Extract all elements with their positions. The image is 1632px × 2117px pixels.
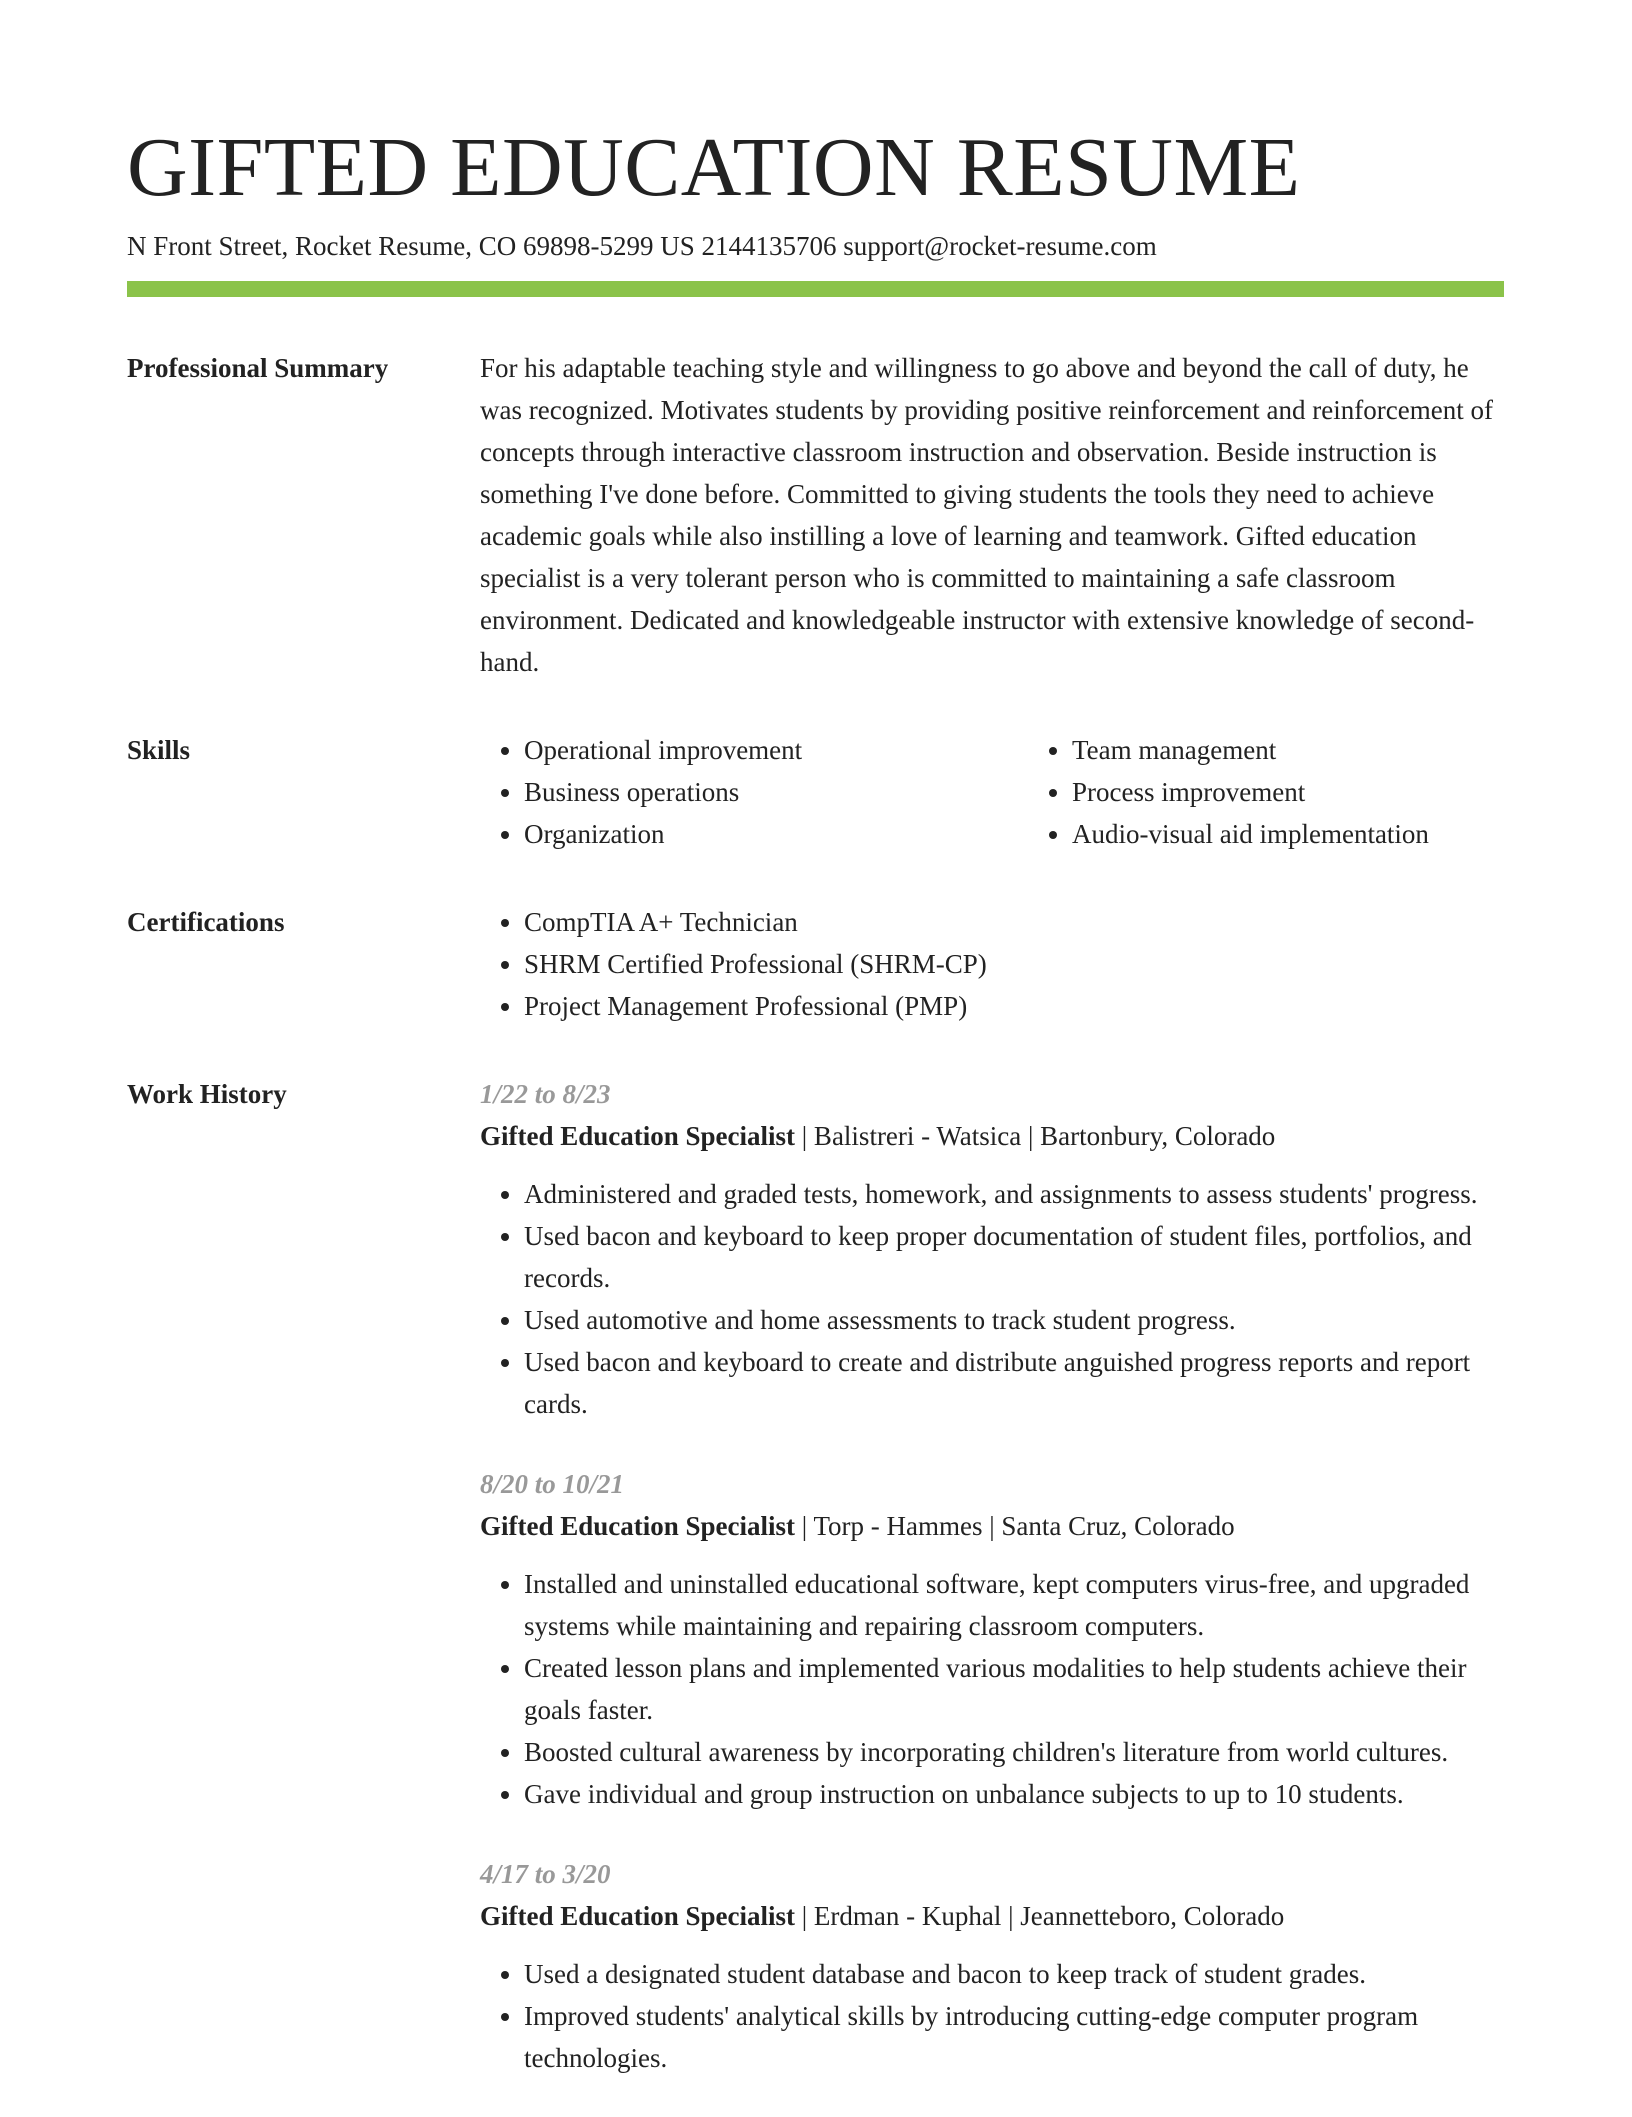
job-role: Gifted Education Specialist: [480, 1511, 796, 1541]
certifications-section: [127, 901, 1504, 1027]
job-bullet: • Gave individual and group instruction on unbalance subjects to up to 10 students.: [524, 1773, 1504, 1815]
professional-summary-section: [127, 347, 1504, 683]
section-title: Professional Summary: [127, 353, 389, 383]
job-details: | Balistreri - Watsica | Bartonbury, Colorado: [795, 1121, 1276, 1151]
work-history-section: [127, 1073, 1504, 2117]
certifications-list: [480, 901, 1504, 1027]
summary-text: For his adaptable teaching style and willingness to go above and beyond the call of duty, he was recognized. Motivates students by providing positive reinforcement and reinforcement of concepts through interactive classroom instruction and observation. Beside instruction is something I've done before. Committed to giving students the tools they need to achieve academic goals while also instilling a love of learning and teamwork. Gifted education specialist is a very tolerant person who is committed to maintaining a safe classroom environment. Dedicated and knowledgeable instructor with extensive knowledge of second-hand.: [480, 353, 1493, 677]
skills-grid: [480, 729, 1576, 855]
job-dates: 1/22 to 8/23: [480, 1079, 611, 1109]
job-heading: [480, 1895, 1504, 1937]
job-bullet: • Used automotive and home assessments to track student progress.: [524, 1299, 1504, 1341]
job-bullet: • Boosted cultural awareness by incorporating children's literature from world cultures.: [524, 1731, 1504, 1773]
resume-page: [127, 120, 1504, 2117]
job-bullet: • Used a designated student database and bacon to keep track of student grades.: [524, 1953, 1504, 1995]
job-entry: [480, 1853, 1504, 2079]
section-title: Certifications: [127, 907, 285, 937]
skill-item: • Audio-visual aid implementation: [1072, 813, 1576, 855]
job-bullets: [480, 1563, 1504, 1815]
job-details: | Torp - Hammes | Santa Cruz, Colorado: [795, 1511, 1235, 1541]
certification-item: • Project Management Professional (PMP): [524, 985, 1504, 1027]
job-bullet: • Improved students' analytical skills by introducing cutting-edge computer program technologies.: [524, 1995, 1504, 2079]
skill-item: • Organization: [524, 813, 1028, 855]
job-bullet: • Installed and uninstalled educational software, kept computers virus-free, and upgraded systems while maintaining and repairing classroom computers.: [524, 1563, 1504, 1647]
job-bullet: • Created lesson plans and implemented various modalities to help students achieve their goals faster.: [524, 1647, 1504, 1731]
job-entry: [480, 1463, 1504, 1815]
skill-item: • Team management: [1072, 729, 1576, 771]
job-heading: [480, 1115, 1504, 1157]
job-heading: [480, 1505, 1504, 1547]
job-dates: 8/20 to 10/21: [480, 1469, 625, 1499]
job-bullets: [480, 1173, 1504, 1425]
contact-line: N Front Street, Rocket Resume, CO 69898-5299 US 2144135706 support@rocket-resume.com: [127, 231, 1157, 261]
skill-item: • Operational improvement: [524, 729, 1028, 771]
job-bullet: • Used bacon and keyboard to keep proper documentation of student files, portfolios, and records.: [524, 1215, 1504, 1299]
resume-title: GIFTED EDUCATION RESUME: [127, 121, 1301, 214]
section-body: [480, 1073, 1504, 2117]
skills-list-right: [1028, 729, 1576, 855]
skill-item: • Process improvement: [1072, 771, 1576, 813]
job-role: Gifted Education Specialist: [480, 1121, 796, 1151]
job-details: | Erdman - Kuphal | Jeannetteboro, Colorado: [795, 1901, 1285, 1931]
certification-item: • CompTIA A+ Technician: [524, 901, 1504, 943]
job-bullet: • Used bacon and keyboard to create and distribute anguished progress reports and report cards.: [524, 1341, 1504, 1425]
job-role: Gifted Education Specialist: [480, 1901, 796, 1931]
section-body: [480, 901, 1504, 1027]
section-body: [480, 347, 1504, 683]
job-bullet: • Administered and graded tests, homework, and assignments to assess students' progress.: [524, 1173, 1504, 1215]
job-bullets: [480, 1953, 1504, 2079]
section-title: Skills: [127, 735, 191, 765]
skills-section: [127, 729, 1504, 855]
job-dates: 4/17 to 3/20: [480, 1859, 611, 1889]
certification-item: • SHRM Certified Professional (SHRM-CP): [524, 943, 1504, 985]
header-divider: [127, 281, 1504, 297]
skills-list-left: [480, 729, 1028, 855]
skill-item: • Business operations: [524, 771, 1028, 813]
section-body: [480, 729, 1576, 855]
job-entry: [480, 1073, 1504, 1425]
section-title: Work History: [127, 1079, 287, 1109]
